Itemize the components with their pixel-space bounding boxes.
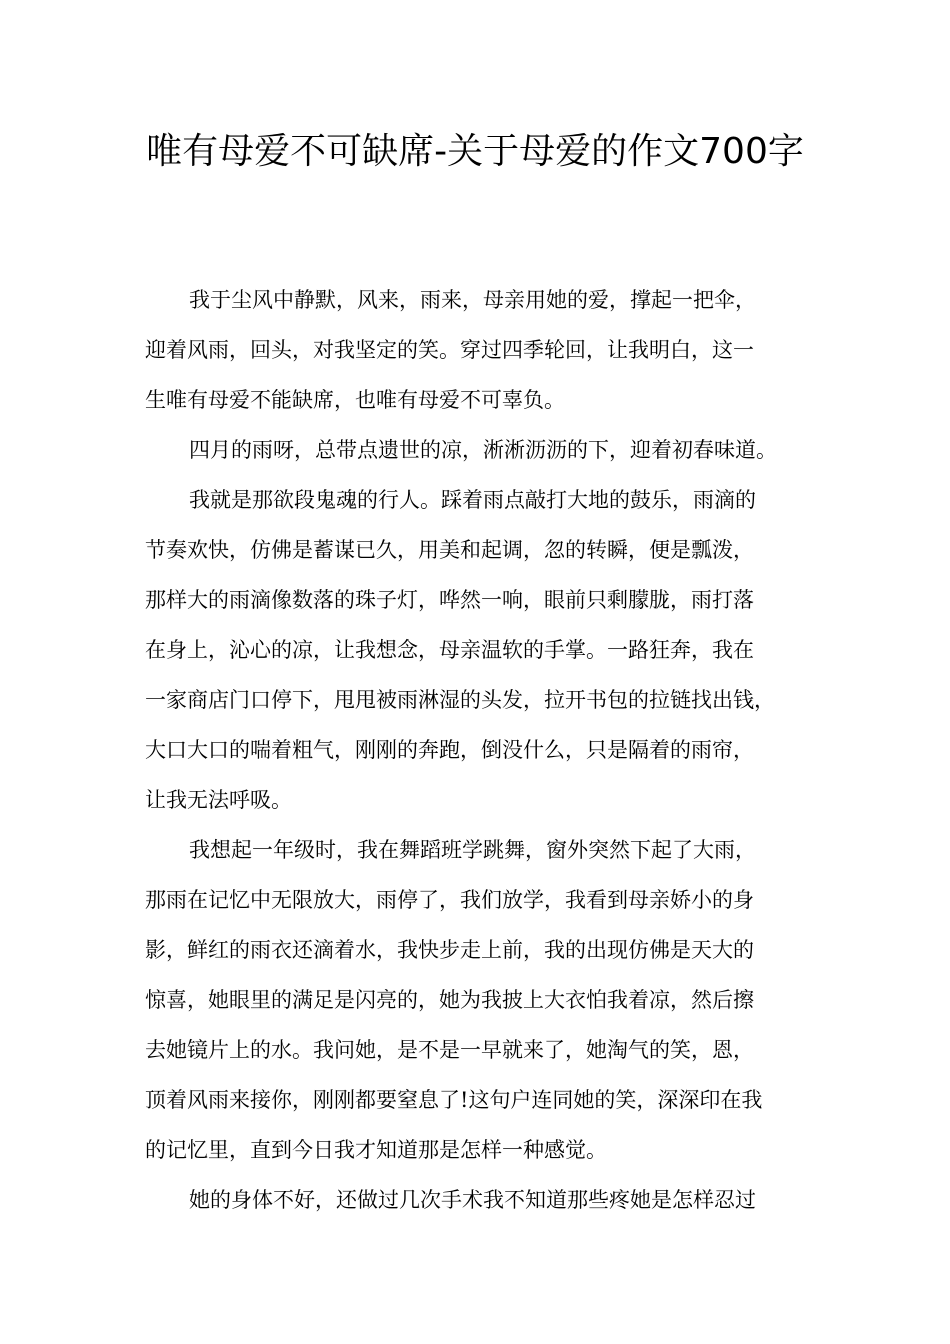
text-line: 我想起一年级时，我在舞蹈班学跳舞，窗外突然下起了大雨， bbox=[189, 838, 756, 862]
document-title: 唯有母爱不可缺席-关于母爱的作文700字 bbox=[146, 131, 804, 172]
text-line: 节奏欢快，仿佛是蓄谋已久，用美和起调，忽的转瞬，便是瓢泼， bbox=[145, 538, 754, 562]
text-line: 大口大口的喘着粗气，刚刚的奔跑，倒没什么，只是隔着的雨帘， bbox=[145, 738, 754, 762]
text-line: 迎着风雨，回头，对我坚定的笑。穿过四季轮回，让我明白，这一 bbox=[145, 338, 754, 362]
text-line: 惊喜，她眼里的满足是闪亮的，她为我披上大衣怕我着凉，然后擦 bbox=[145, 988, 754, 1012]
text-line: 让我无法呼吸。 bbox=[145, 788, 292, 812]
text-line: 那雨在记忆中无限放大，雨停了，我们放学，我看到母亲娇小的身 bbox=[145, 888, 754, 912]
text-line: 一家商店门口停下，甩甩被雨淋湿的头发，拉开书包的拉链找出钱， bbox=[145, 688, 775, 712]
text-line: 在身上，沁心的凉，让我想念，母亲温软的手掌。一路狂奔，我在 bbox=[145, 638, 754, 662]
text-line: 去她镜片上的水。我问她，是不是一早就来了，她淘气的笑，恩， bbox=[145, 1038, 754, 1062]
text-line: 我就是那欲段鬼魂的行人。踩着雨点敲打大地的鼓乐，雨滴的 bbox=[189, 488, 756, 512]
text-line: 的记忆里，直到今日我才知道那是怎样一种感觉。 bbox=[145, 1138, 607, 1162]
text-line: 我于尘风中静默，风来，雨来，母亲用她的爱，撑起一把伞， bbox=[189, 288, 756, 312]
text-line: 她的身体不好，还做过几次手术我不知道那些疼她是怎样忍过 bbox=[189, 1188, 756, 1212]
text-line: 四月的雨呀，总带点遗世的凉，淅淅沥沥的下，迎着初春味道。 bbox=[189, 438, 777, 462]
text-line: 生唯有母爱不能缺席，也唯有母爱不可辜负。 bbox=[145, 388, 565, 412]
text-line: 顶着风雨来接你，刚刚都要窒息了!这句户连同她的笑，深深印在我 bbox=[145, 1088, 763, 1112]
text-line: 那样大的雨滴像数落的珠子灯，哗然一响，眼前只剩朦胧，雨打落 bbox=[145, 588, 754, 612]
text-line: 影，鲜红的雨衣还滴着水，我快步走上前，我的出现仿佛是天大的 bbox=[145, 938, 754, 962]
